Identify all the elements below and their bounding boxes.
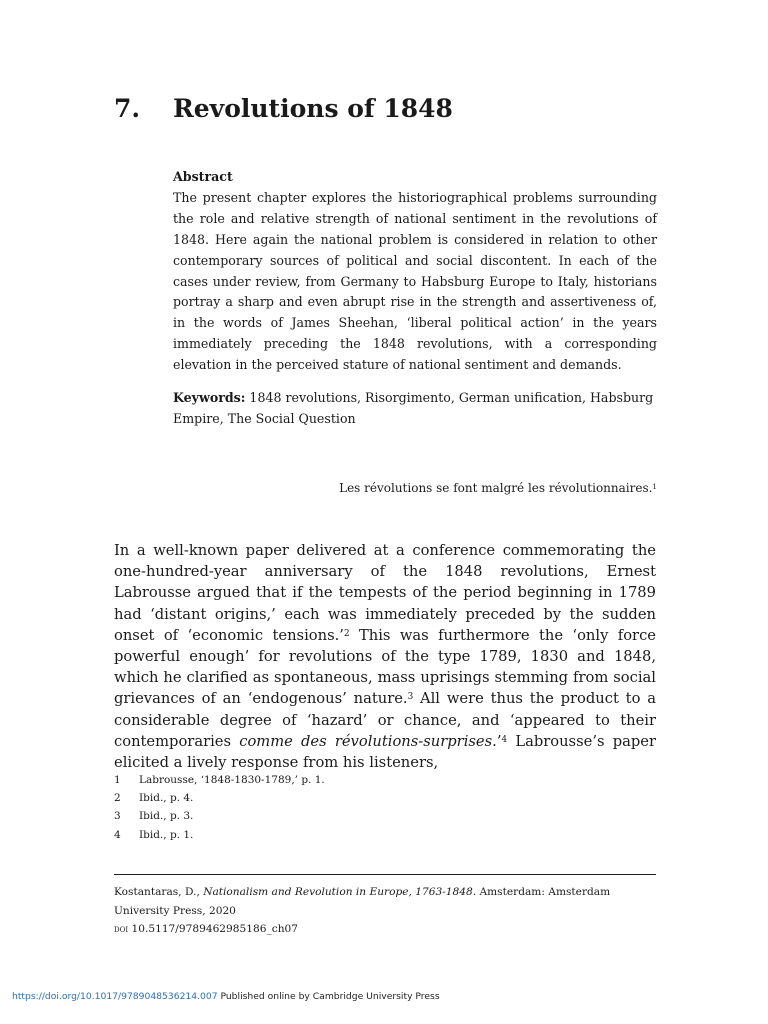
footer-text: Published online by Cambridge University Press: [217, 991, 440, 1002]
citation: [114, 883, 656, 939]
body-italic-phrase: comme des révolutions-surprises: [239, 732, 493, 750]
abstract-heading: Abstract: [173, 169, 233, 184]
footnote-text: Ibid., p. 1.: [139, 828, 194, 841]
footnotes: [114, 771, 656, 844]
epigraph-text: Les révolutions se font malgré les révolutionnaires.: [339, 481, 653, 495]
footnote: [114, 826, 656, 844]
note-ref-4[interactable]: 4: [501, 734, 508, 745]
body-sentence-3: All were thus the product to a considerable degree of ‘hazard’ or chance, and ‘appeared to their contemporaries: [114, 690, 656, 750]
footnote-text: Ibid., p. 3.: [139, 810, 194, 823]
footnote-text: Labrousse, ‘1848-1830-1789,’ p. 1.: [139, 774, 325, 786]
citation-book-title: Nationalism and Revolution in Europe, 1763-1848: [203, 886, 473, 898]
footnote: [114, 807, 656, 825]
abstract: [173, 167, 657, 430]
keywords-list: 1848 revolutions, Risorgimento, German unification, Habsburg Empire, The Social Question: [173, 390, 654, 426]
body-sentence-2: This was furthermore the ‘only force powerful enough’ for revolutions of the type 1789, 1830 and 1848, which he clarified as spontaneous, mass uprisings stemming from social grievances of an ‘endogenous’ nature.: [114, 626, 656, 708]
body-sentence-5: Labrousse’s paper elicited a lively response from his listeners,: [114, 732, 656, 772]
note-ref-2[interactable]: 2: [343, 628, 350, 639]
chapter-number: 7.: [114, 94, 141, 123]
footnote-text: Ibid., p. 4.: [139, 792, 194, 805]
doi-value: 10.5117/9789462985186_ch07: [128, 923, 299, 936]
footnote-number: 1: [114, 774, 121, 786]
footnote-number: 3: [114, 810, 121, 823]
doi-link[interactable]: https://doi.org/10.1017/9789048536214.007: [12, 991, 218, 1002]
epigraph-note-ref[interactable]: 1: [652, 481, 657, 491]
doi-label: doi: [114, 923, 129, 936]
keywords-label: Keywords:: [173, 390, 246, 406]
abstract-body: The present chapter explores the historiographical problems surrounding the role and relative strength of national sentiment in the revolutions of 1848. Here again the national problem is considered in relation to other contemporary sources of political and social discontent. In each of the cases under review, from Germany to Habsburg Europe to Italy, historians portray a sharp and even abrupt rise in the strength and assertiveness of, in the words of James Sheehan, ‘liberal political action’ in the years immediately preceding the 1848 revolutions, with a corresponding elevation in the perceived stature of national sentiment and demands.: [173, 189, 657, 373]
citation-divider: [114, 874, 656, 875]
footnote-number: 2: [114, 792, 121, 805]
note-ref-3[interactable]: 3: [407, 692, 414, 703]
citation-publisher: . Amsterdam: Amsterdam University Press, 2020: [114, 886, 611, 917]
footnote: [114, 771, 656, 789]
keywords: [173, 388, 657, 430]
footnote: [114, 789, 656, 807]
body-sentence-4: .’: [492, 732, 502, 750]
body-paragraph: [114, 540, 656, 773]
body-sentence-1: In a well-known paper delivered at a conference commemorating the one-hundred-year anniversary of the 1848 revolutions, Ernest Labrousse argued that if the tempests of the period beginning in 1789 had ‘distant origins,’ each was immediately preceded by the sudden onset of ‘economic tensions.’: [114, 542, 656, 644]
footnote-number: 4: [114, 828, 121, 841]
chapter-header: [114, 94, 674, 128]
chapter-title: Revolutions of 1848: [173, 94, 453, 123]
footer-bar: [12, 991, 440, 1002]
citation-authors: Kostantaras, D.,: [114, 886, 204, 898]
epigraph: [339, 481, 657, 495]
